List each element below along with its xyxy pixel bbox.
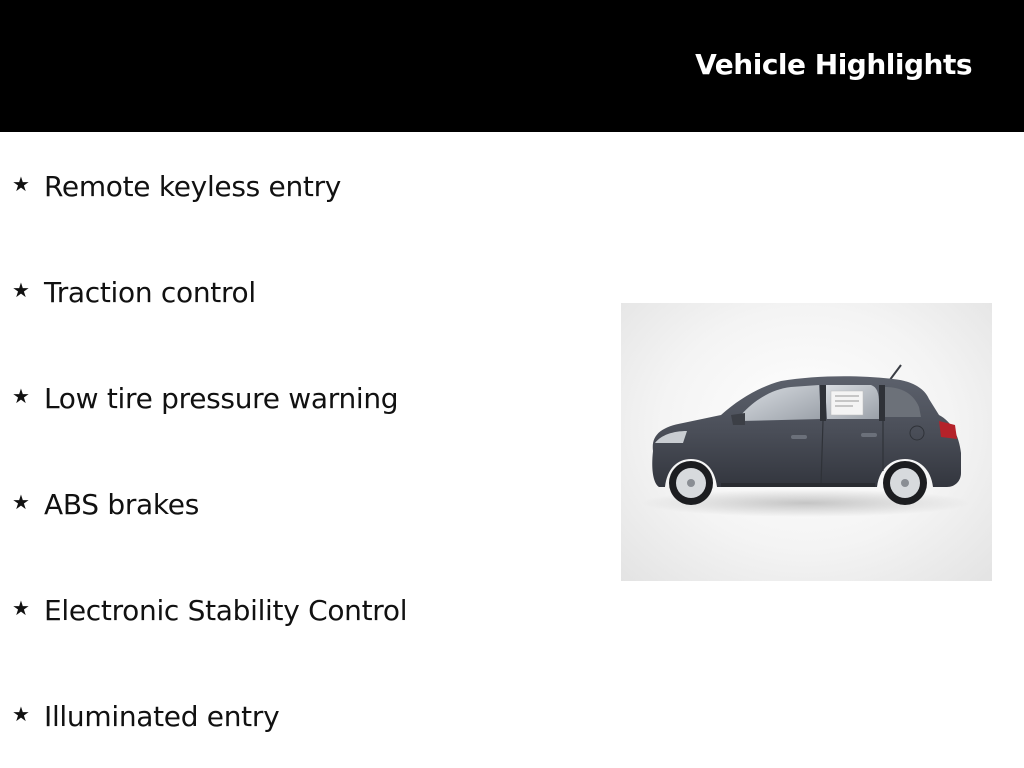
- vehicle-photo: [621, 303, 992, 581]
- rear-wheel: [883, 461, 927, 505]
- star-icon: ★: [12, 490, 30, 514]
- feature-label: ABS brakes: [44, 488, 200, 521]
- feature-label: Low tire pressure warning: [44, 382, 399, 415]
- feature-item: [12, 594, 407, 654]
- feature-label: Traction control: [44, 276, 256, 309]
- star-icon: ★: [12, 172, 30, 196]
- feature-item: [12, 382, 398, 442]
- feature-label: Electronic Stability Control: [44, 594, 408, 627]
- feature-label: Remote keyless entry: [44, 170, 342, 203]
- page-title: Vehicle Highlights: [695, 48, 972, 81]
- star-icon: ★: [12, 384, 30, 408]
- star-icon: ★: [12, 702, 30, 726]
- feature-item: [12, 700, 279, 760]
- feature-label: Illuminated entry: [44, 700, 280, 733]
- car-illustration: [621, 303, 992, 581]
- star-icon: ★: [12, 596, 30, 620]
- header-bar: [0, 0, 1024, 132]
- star-icon: ★: [12, 278, 30, 302]
- feature-item: [12, 276, 256, 336]
- feature-item: [12, 170, 341, 230]
- feature-item: [12, 488, 199, 548]
- front-wheel: [669, 461, 713, 505]
